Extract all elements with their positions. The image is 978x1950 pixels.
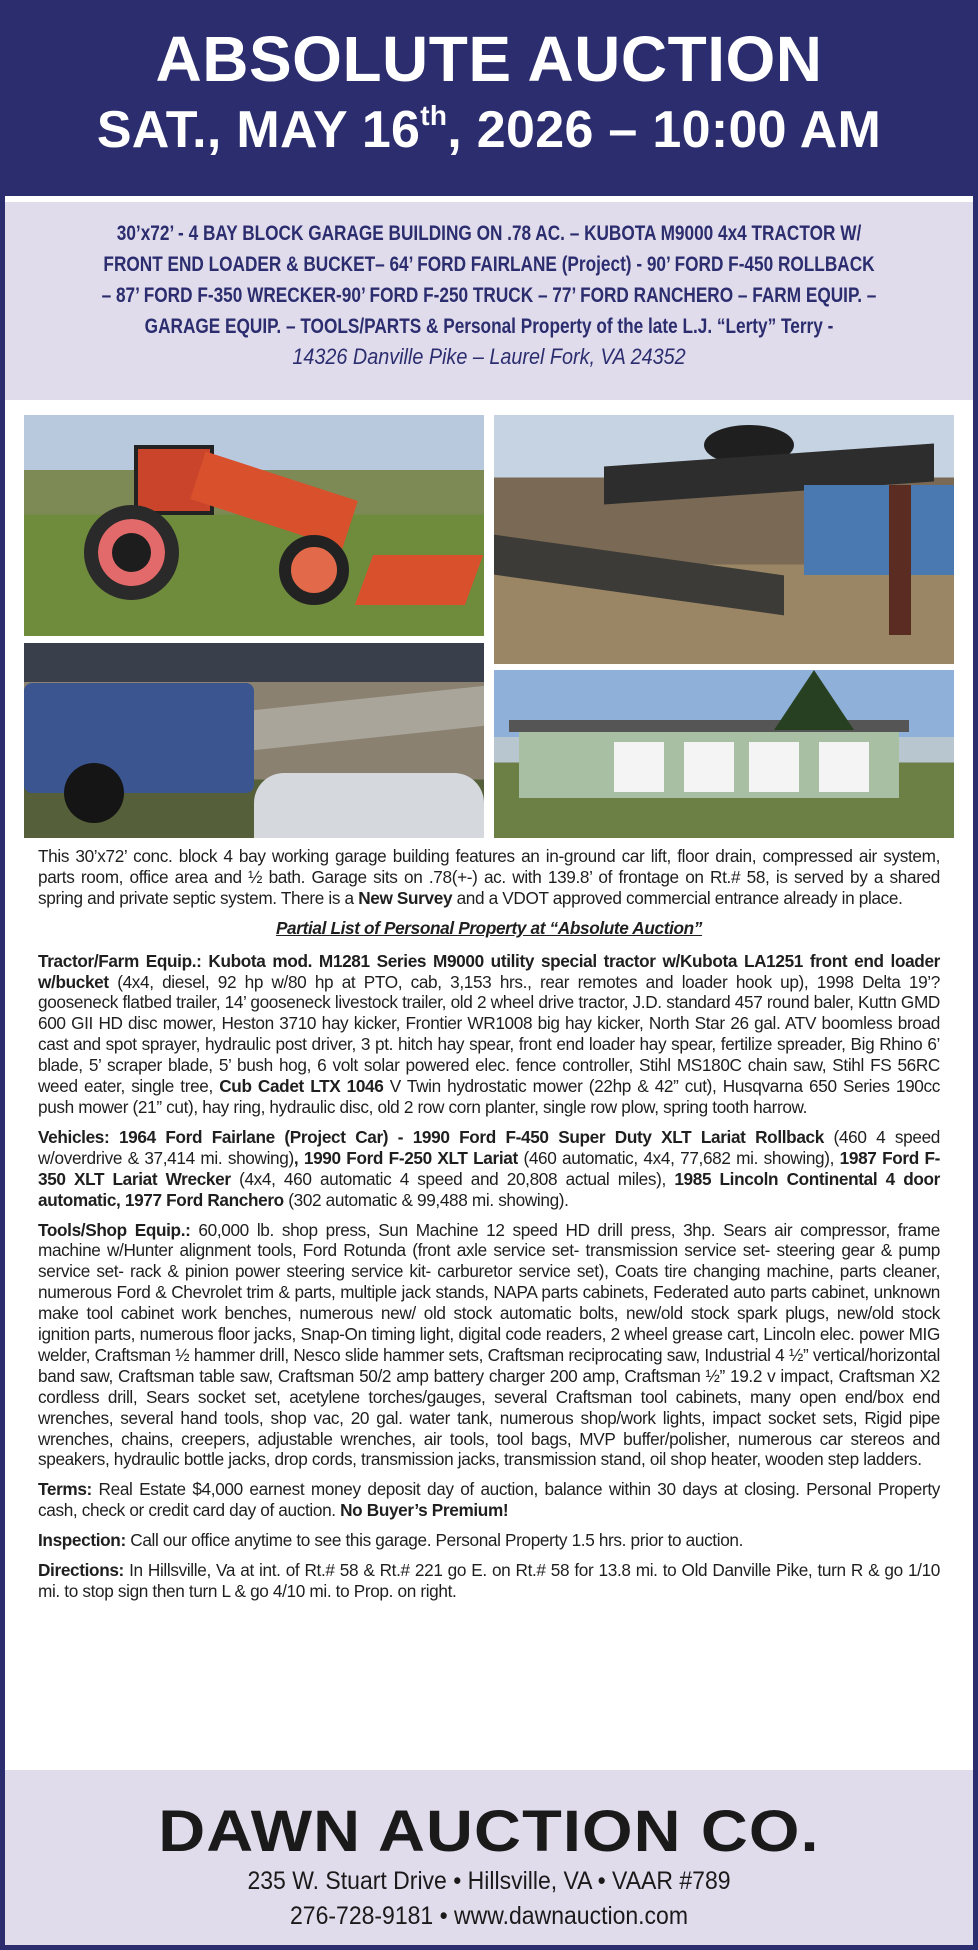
text: (302 automatic & 99,488 mi. showing). xyxy=(283,1189,569,1210)
text: (460 4 speed w/overdrive & 37,414 mi. showing) xyxy=(38,1126,940,1168)
bold-text: Terms: xyxy=(38,1479,92,1500)
company-address: 235 W. Stuart Drive • Hillsville, VA • VAAR #789 xyxy=(247,1867,731,1895)
text: In Hillsville, Va at int. of Rt.# 58 & Rt.# 221 go E. on Rt.# 58 for 13.8 mi. to Old Danville Pike, turn R & go 1/10 mi. to stop sign then turn L & go 4/10 mi. to Prop. on right. xyxy=(38,1560,940,1601)
text: and a VDOT approved commercial entrance already in place. xyxy=(452,887,903,908)
date-prefix: SAT., MAY 16 xyxy=(96,101,421,159)
date-suffix: , 2026 – 10:00 AM xyxy=(447,101,882,159)
text: This 30’x72’ conc. block 4 bay working garage building features an in-ground car lift, floor drain, compressed air system, parts room, office area and ½ bath. Garage sits on .78(+-) ac. with 139.8’ of frontage on Rt.# 58, is served by a shared spring and private septic system. There is a xyxy=(38,846,940,908)
bold-text: Tractor/Farm Equip.: Kubota mod. M1281 Series M9000 utility special tractor w/Kubota LA1251 front end loader w/bucket xyxy=(38,950,940,992)
text: Call our office anytime to see this garage. Personal Property 1.5 hrs. prior to auction. xyxy=(125,1530,744,1551)
summary-line: 30’x72’ - 4 BAY BLOCK GARAGE BUILDING ON .78 AC. – KUBOTA M9000 4x4 TRACTOR W/ xyxy=(116,222,862,245)
text: (460 automatic, 4x4, 77,682 mi. showing), xyxy=(517,1147,840,1168)
bold-text: , 1990 Ford F-250 XLT Lariat xyxy=(293,1147,518,1168)
company-contact: 276-728-9181 • www.dawnauction.com xyxy=(289,1902,689,1930)
property-address: 14326 Danville Pike – Laurel Fork, VA 24352 xyxy=(292,344,686,369)
bold-text: 1987 Ford F-350 XLT Lariat Wrecker xyxy=(38,1147,940,1189)
bold-text: Tools/Shop Equip.: xyxy=(38,1219,191,1240)
auction-title: ABSOLUTE AUCTION xyxy=(155,23,823,95)
text: V Twin hydrostatic mower (22hp & 42” cut), Husqvarna 650 Series 190cc push mower (21” cut), hay ring, hydraulic disc, old 2 row corn planter, single row plow, spring tooth harrow. xyxy=(38,1076,940,1117)
bold-text: Cub Cadet LTX 1046 xyxy=(219,1076,384,1097)
text: Real Estate $4,000 earnest money deposit day of auction, balance within 30 days at closing. Personal Property cash, check or credit card day of auction. xyxy=(38,1479,940,1521)
summary-line: GARAGE EQUIP. – TOOLS/PARTS & Personal Property of the late L.J. “Lerty” Terry - xyxy=(144,315,834,338)
summary-line: – 87’ FORD F-350 WRECKER-90’ FORD F-250 TRUCK – 77’ FORD RANCHERO – FARM EQUIP. – xyxy=(101,284,877,307)
summary-line: FRONT END LOADER & BUCKET– 64’ FORD FAIRLANE (Project) - 90’ FORD F-450 ROLLBACK xyxy=(103,253,875,276)
text: (4x4, 460 automatic 4 speed and 20,808 actual miles), xyxy=(230,1168,675,1189)
bold-text: New Survey xyxy=(358,887,453,908)
partial-list-heading: Partial List of Personal Property at “Absolute Auction” xyxy=(275,917,703,938)
bold-text: 1985 Lincoln Continental 4 door automatic, 1977 Ford Ranchero xyxy=(38,1168,941,1210)
bold-text: Directions: xyxy=(38,1560,124,1581)
bold-text: Vehicles: 1964 Ford Fairlane (Project Car) - 1990 Ford F-450 Super Duty XLT Lariat Rollback xyxy=(38,1126,824,1147)
text: 60,000 lb. shop press, Sun Machine 12 speed HD drill press, 3hp. Sears air compressor, frame machine w/Hunter alignment tools, Ford Rotunda (front axle service set- transmission service set- steering gear & pump service set- rack & pinion power steering service kit- carburetor service set), Coats tire changing machine, parts cleaner, numerous Ford & Chevrolet trim & parts, multiple jack stands, NAPA parts cabinets, Federated auto parts cabinet, unknown make tool cabinet work benches, numerous new/ old stock automatic bolts, new/old stock spark plugs, new/old stock ignition parts, numerous floor jacks, Snap-On timing light, digital code readers, 2 wheel grease cart, Lincoln elec. power MIG welder, Craftsman ½ hammer drill, Nesco slide hammer sets, Craftsman reciprocating saw, Industrial 4 ½” vertical/horizontal band saw, Craftsman table saw, Craftsman 50/2 amp battery charger 200 amp, Craftsman ½” 19.2 v impact, Craftsman X2 cordless drill, Sears socket set, acetylene torches/gauges, several Craftsman tool cabinets, many open end/box end wrenches, several hand tools, shop vac, 20 gal. water tank, numerous shop/work lights, impact socket sets, Rigid pipe wrenches, chains, creepers, adjustable wrenches, air tools, tool bags, MVP buffer/polisher, numerous car stereos and speakers, hydraulic bottle jacks, drop cords, transmission jacks, transmission stand, oil shop heater, wooden step ladders. xyxy=(38,1219,940,1470)
bold-text: No Buyer’s Premium! xyxy=(340,1500,509,1521)
text: (4x4, diesel, 92 hp w/80 hp at PTO, cab, 3,153 hrs., rear remotes and loader hook up), 1998 Delta 19’? gooseneck flatbed trailer, 14’ gooseneck livestock trailer, old 2 wheel drive tractor, J.D. standard 457 round baler, Kuttn GMD 600 GII HD disc mower, Heston 3710 hay kicker, Frontier WR1008 big hay kicker, North Star 26 gal. ATV boomless broad cast and spot sprayer, hydraulic post driver, 3 pt. hitch hay spear, front end loader hay spear, fertilize spreader, Big Rhino 6’ blade, 5’ scraper blade, 5’ bush hog, 6 volt solar powered elec. fence controller, Stihl MS180C chain saw, Stihl FS 56RC weed eater, single tree, xyxy=(38,971,940,1097)
date-sup: th xyxy=(420,100,448,131)
bold-text: Inspection: xyxy=(38,1530,126,1551)
company-name: DAWN AUCTION CO. xyxy=(158,1799,820,1864)
